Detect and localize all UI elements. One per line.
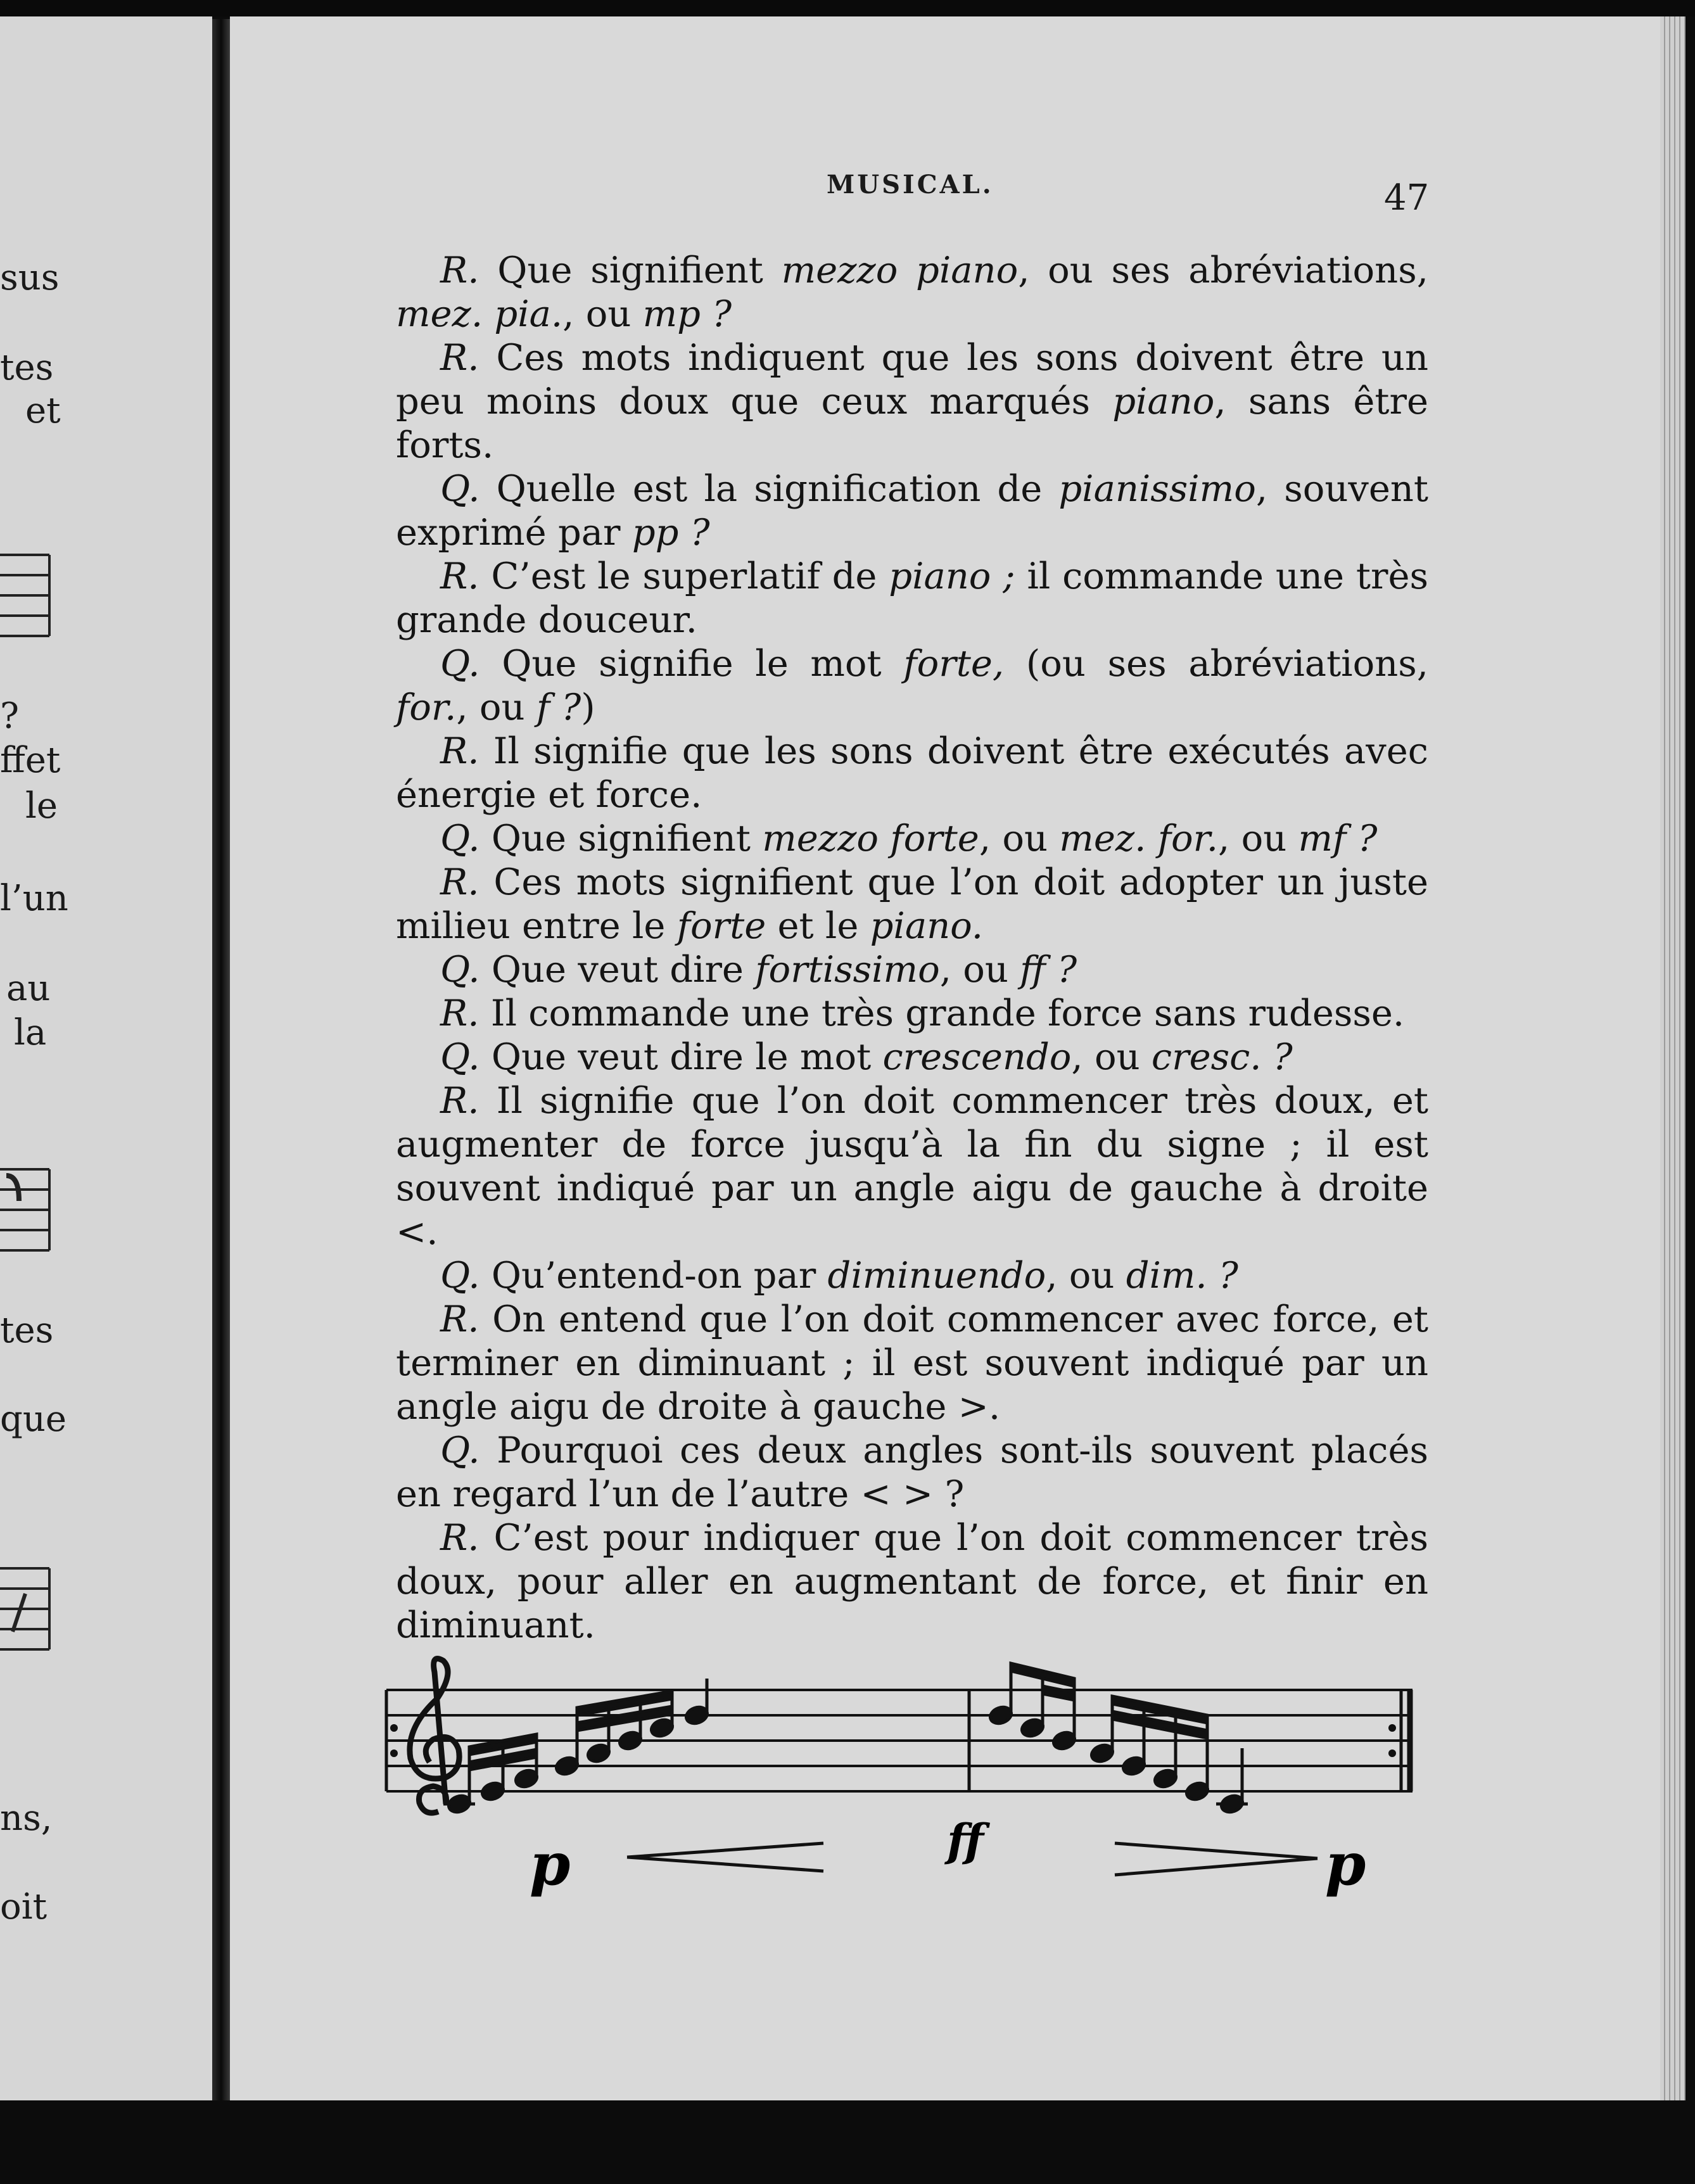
speaker-label: R.	[440, 336, 479, 379]
dialogue-paragraph	[396, 816, 1428, 860]
speaker-label: R.	[440, 1298, 479, 1340]
left-fragment: tes	[0, 347, 54, 388]
book-gutter	[212, 19, 230, 2109]
text-run: < >	[860, 1473, 934, 1515]
speaker-label: R.	[440, 1516, 479, 1559]
dialogue-paragraph	[396, 248, 1428, 336]
dialogue-paragraph	[396, 729, 1428, 816]
italic-term: fortissimo	[755, 948, 940, 991]
left-fragment: le	[25, 785, 58, 827]
treble-clef-icon	[410, 1659, 459, 1813]
left-fragment: la	[14, 1012, 47, 1053]
text-run: ?	[933, 1473, 965, 1515]
left-fragment: l’un	[0, 878, 68, 919]
speaker-label: R.	[440, 861, 479, 903]
dynamic-fortissimo: ff	[947, 1814, 984, 1867]
speaker-label: R.	[440, 1079, 479, 1122]
left-fragment: et	[25, 390, 61, 431]
speaker-label: Q.	[440, 467, 480, 510]
speaker-label: Q.	[440, 642, 480, 685]
dialogue-paragraph	[396, 554, 1428, 642]
dialogue-paragraph	[396, 860, 1428, 948]
text-run: Il signifie que les sons doivent être exécutés avec énergie et force.	[396, 730, 1428, 816]
facing-page-fragment	[0, 16, 212, 2107]
scan-top-edge	[0, 0, 1695, 16]
left-fragment: sus	[0, 257, 60, 298]
text-run: , souvent exprimé par	[396, 467, 1429, 554]
text-run: Que signifient	[479, 249, 782, 291]
italic-term: mez. for.	[1059, 817, 1219, 860]
dialogue-paragraph	[396, 336, 1428, 467]
dialogue-paragraph	[396, 1254, 1428, 1297]
text-run: Pourquoi ces deux angles sont-ils souvent placés en regard l’un de l’autre	[396, 1429, 1428, 1515]
dialogue-paragraph	[396, 1297, 1428, 1428]
left-fragment: tes	[0, 1310, 54, 1351]
staff-lines	[386, 1690, 1412, 1791]
italic-term: pianissimo	[1058, 467, 1256, 510]
text-run: , ou	[1218, 817, 1298, 860]
speaker-label: R.	[440, 555, 479, 597]
text-run: , ou ses abréviations,	[1018, 249, 1428, 291]
text-run: On entend que l’on doit commencer avec force, et terminer en diminuant ; il est souvent indiqué par un angle aigu de droite à gauche	[396, 1298, 1428, 1428]
text-run: C’est le superlatif de	[479, 555, 889, 597]
page-stack-edge	[1660, 16, 1685, 2100]
speaker-label: Q.	[440, 1429, 480, 1471]
speaker-label: Q.	[440, 1036, 480, 1078]
speaker-label: Q.	[440, 1254, 480, 1297]
page-number: 47	[1384, 177, 1430, 219]
left-fragment: ns,	[0, 1798, 53, 1839]
dialogue-paragraph	[396, 1035, 1428, 1079]
text-run: , ou	[456, 686, 536, 728]
text-run: Que signifient	[479, 817, 763, 860]
left-staff-fragment	[0, 1562, 51, 1657]
italic-term: diminuendo	[827, 1254, 1046, 1297]
text-run: , ou	[562, 293, 643, 335]
italic-term: for.	[396, 686, 457, 728]
italic-term: piano ;	[889, 555, 1015, 597]
text-run: <	[396, 1210, 427, 1253]
dialogue-paragraph	[396, 948, 1428, 991]
text-run: C’est pour indiquer que l’on doit commencer très doux, pour aller en augmentant de force, et finir en diminuant.	[396, 1516, 1428, 1646]
text-run: et le	[766, 905, 870, 947]
italic-term: piano	[1112, 380, 1215, 422]
text-run: , ou	[1046, 1254, 1126, 1297]
left-fragment: oit	[0, 1886, 48, 1927]
dialogue-text	[396, 248, 1428, 1647]
text-run: Il signifie que l’on doit commencer très doux, et augmenter de force jusqu’à la fin du signe ; il est souvent indiqué par un angle aigu de gauche à droite	[396, 1079, 1428, 1209]
left-staff-fragment	[0, 549, 51, 644]
italic-term: mf ?	[1298, 817, 1378, 860]
dialogue-paragraph	[396, 1428, 1428, 1516]
text-run: , sans être forts.	[396, 380, 1428, 466]
speaker-label: R.	[440, 249, 479, 291]
text-run: Il commande une très grande force sans rudesse.	[479, 992, 1405, 1034]
speaker-label: Q.	[440, 948, 480, 991]
left-fragment: ffet	[0, 740, 61, 781]
italic-term: mp ?	[642, 293, 732, 335]
text-run: Que veut dire	[479, 948, 756, 991]
italic-term: crescendo	[882, 1036, 1072, 1078]
crescendo-hairpin	[627, 1843, 823, 1871]
dialogue-paragraph	[396, 1516, 1428, 1647]
text-run: (ou ses abréviations,	[1004, 642, 1429, 685]
text-run: Que signifie le mot	[479, 642, 904, 685]
text-run: Ces mots signifient que l’on doit adopter un juste milieu entre le	[396, 861, 1428, 947]
dialogue-paragraph	[396, 1079, 1428, 1254]
text-run: Quelle est la signification de	[479, 467, 1059, 510]
text-run: Que veut dire le mot	[479, 1036, 883, 1078]
speaker-label: Q.	[440, 817, 480, 860]
italic-term: mezzo forte	[762, 817, 979, 860]
text-run: .	[988, 1385, 1001, 1428]
italic-term: f ?	[536, 686, 581, 728]
left-staff-fragment	[0, 1163, 51, 1258]
italic-term: piano.	[870, 905, 984, 947]
notes-ascending	[443, 1679, 709, 1815]
dynamic-piano-start: p	[530, 1830, 571, 1898]
italic-term: ff ?	[1020, 948, 1077, 991]
left-fragment: ?	[0, 695, 20, 737]
italic-term: mez. pia.	[396, 293, 563, 335]
dialogue-paragraph	[396, 991, 1428, 1035]
italic-term: cresc. ?	[1151, 1036, 1293, 1078]
left-fragment: au	[6, 968, 51, 1009]
speaker-label: R.	[440, 992, 479, 1034]
text-run: , ou	[1071, 1036, 1152, 1078]
dynamic-piano-end: p	[1325, 1830, 1366, 1898]
italic-term: dim. ?	[1126, 1254, 1238, 1297]
dialogue-paragraph	[396, 642, 1428, 729]
text-run: il commande une très grande douceur.	[396, 555, 1428, 641]
dialogue-paragraph	[396, 467, 1428, 554]
italic-term: mezzo piano	[781, 249, 1019, 291]
italic-term: pp ?	[632, 511, 710, 554]
text-run: )	[581, 686, 595, 728]
text-run: >	[958, 1385, 989, 1428]
scan-bottom-edge	[0, 2100, 1695, 2184]
speaker-label: R.	[440, 730, 479, 772]
text-run: Ces mots indiquent que les sons doivent être un peu moins doux que ceux marqués	[396, 336, 1428, 422]
music-example	[380, 1653, 1432, 1919]
text-run: , ou	[979, 817, 1060, 860]
italic-term: forte	[676, 905, 766, 947]
running-head: MUSICAL.	[827, 170, 994, 200]
text-run: , ou	[939, 948, 1020, 991]
diminuendo-hairpin	[1115, 1843, 1317, 1875]
italic-term: forte,	[903, 642, 1005, 685]
text-run: Qu’entend-on par	[479, 1254, 828, 1297]
text-run: .	[426, 1210, 438, 1253]
left-fragment: que	[0, 1399, 67, 1440]
